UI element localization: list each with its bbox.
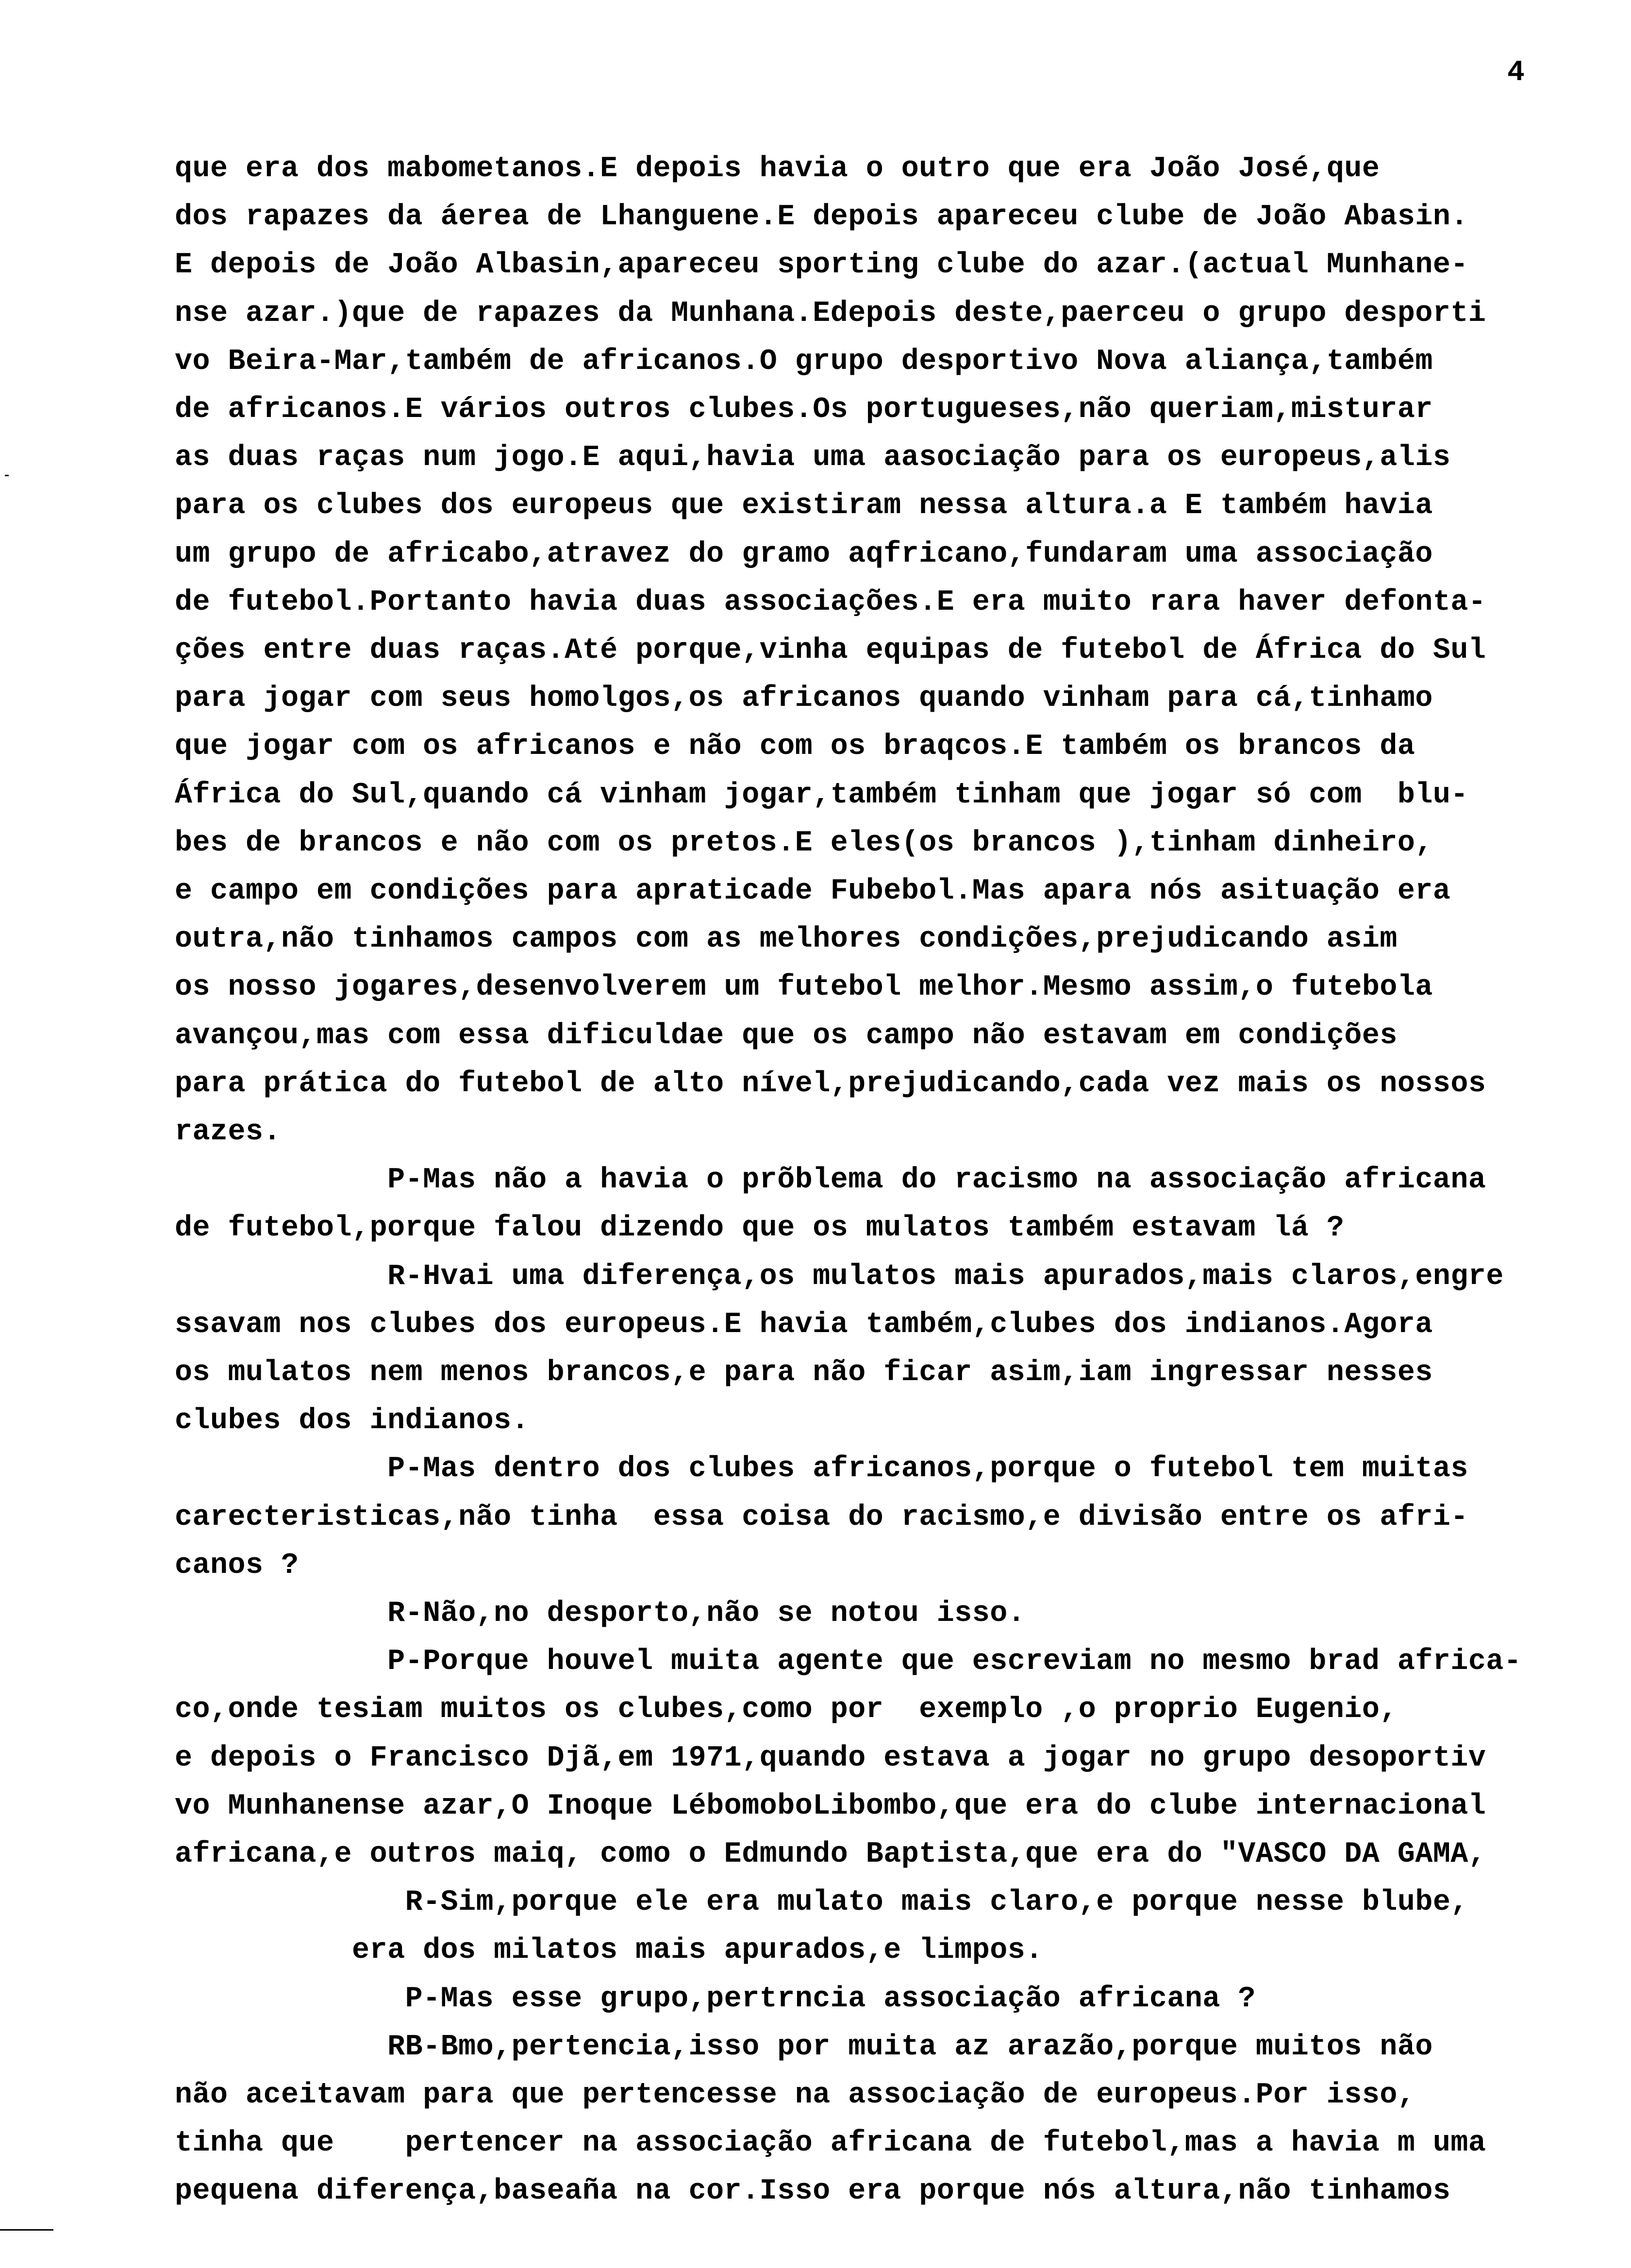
transcript-line: R-Não,no desporto,não se notou isso. [175, 1597, 1026, 1630]
transcript-line: vo Beira-Mar,também de africanos.O grupo desportivo Nova aliança,também [175, 345, 1433, 378]
transcript-line: que jogar com os africanos e não com os braqcos.E também os brancos da [175, 730, 1415, 763]
transcript-line: bes de brancos e não com os pretos.E eles(os brancos ),tinham dinheiro, [175, 827, 1433, 860]
transcript-line: E depois de João Albasin,apareceu sporting clube do azar.(actual Munhane- [175, 249, 1468, 282]
transcript-line: ssavam nos clubes dos europeus.E havia também,clubes dos indianos.Agora [175, 1308, 1433, 1341]
transcript-line: tinha que pertencer na associação africana de futebol,mas a havia m uma [175, 2127, 1486, 2160]
transcript-line: que era dos mabometanos.E depois havia o outro que era João José,que [175, 152, 1380, 185]
transcript-line: P-Mas não a havia o prõblema do racismo na associação africana [175, 1164, 1486, 1197]
transcript-line: canos ? [175, 1549, 299, 1582]
transcript-line: dos rapazes da áerea de Lhanguene.E depois apareceu clube de João Abasin. [175, 200, 1468, 233]
transcript-line: P-Mas dentro dos clubes africanos,porque o futebol tem muitas [175, 1452, 1468, 1485]
transcript-line: P-Porque houvel muita agente que escreviam no mesmo brad africa- [175, 1645, 1522, 1678]
transcript-line: P-Mas esse grupo,pertrncia associação africana ? [175, 1983, 1256, 2016]
transcript-line: para prática do futebol de alto nível,prejudicando,cada vez mais os nossos [175, 1067, 1486, 1101]
transcript-line: carecteristicas,não tinha essa coisa do racismo,e divisão entre os afri- [175, 1501, 1468, 1534]
transcript-line: ções entre duas raças.Até porque,vinha equipas de futebol de África do Sul [175, 634, 1486, 667]
transcript-line: não aceitavam para que pertencesse na associação de europeus.Por isso, [175, 2079, 1415, 2112]
transcript-line: africana,e outros maiq, como o Edmundo Baptista,que era do "VASCO DA GAMA, [175, 1838, 1486, 1871]
margin-mark [5, 475, 9, 476]
transcript-line: África do Sul,quando cá vinham jogar,também tinham que jogar só com blu- [175, 779, 1468, 812]
transcript-line: de futebol,porque falou dizendo que os mulatos também estavam lá ? [175, 1212, 1345, 1245]
transcript-line: para jogar com seus homolgos,os africanos quando vinham para cá,tinhamo [175, 682, 1433, 715]
transcript-line: R-Hvai uma diferença,os mulatos mais apurados,mais claros,engre [175, 1260, 1504, 1293]
transcript-line: de futebol.Portanto havia duas associações.E era muito rara haver defonta- [175, 586, 1486, 619]
transcript-line: avançou,mas com essa dificuldae que os campo não estavam em condições [175, 1019, 1398, 1052]
transcript-line: as duas raças num jogo.E aqui,havia uma aasociação para os europeus,alis [175, 441, 1451, 474]
transcript-line: outra,não tinhamos campos com as melhores condições,prejudicando asim [175, 923, 1398, 956]
page-number: 4 [1507, 56, 1525, 89]
transcript-line: clubes dos indianos. [175, 1404, 530, 1437]
transcript-line: para os clubes dos europeus que existiram nessa altura.a E também havia [175, 489, 1433, 522]
transcript-line: de africanos.E vários outros clubes.Os portugueses,não queriam,misturar [175, 393, 1433, 426]
transcript-line: pequena diferença,baseaña na cor.Isso era porque nós altura,não tinhamos [175, 2175, 1451, 2208]
transcript-line: era dos milatos mais apurados,e limpos. [175, 1934, 1043, 1967]
transcript-line: R-Sim,porque ele era mulato mais claro,e porque nesse blube, [175, 1886, 1468, 1919]
transcript-line: os mulatos nem menos brancos,e para não ficar asim,iam ingressar nesses [175, 1356, 1433, 1389]
transcript-line: razes. [175, 1116, 282, 1149]
transcript-line: e campo em condições para apraticade Fubebol.Mas apara nós asituação era [175, 875, 1451, 908]
transcript-line: e depois o Francisco Djã,em 1971,quando estava a jogar no grupo desoportiv [175, 1742, 1486, 1775]
transcript-line: nse azar.)que de rapazes da Munhana.Edepois deste,paerceu o grupo desporti [175, 297, 1486, 330]
transcript-line: um grupo de africabo,atravez do gramo aqfricano,fundaram uma associação [175, 538, 1433, 571]
margin-dash [0, 2229, 53, 2231]
transcript-line: vo Munhanense azar,O Inoque LébomoboLibombo,que era do clube internacional [175, 1790, 1486, 1823]
transcript-line: os nosso jogares,desenvolverem um futebol melhor.Mesmo assim,o futebola [175, 971, 1433, 1004]
transcript-line: RB-Bmo,pertencia,isso por muita az arazão,porque muitos não [175, 2031, 1433, 2064]
transcript-line: co,onde tesiam muitos os clubes,como por exemplo ,o proprio Eugenio, [175, 1693, 1398, 1726]
